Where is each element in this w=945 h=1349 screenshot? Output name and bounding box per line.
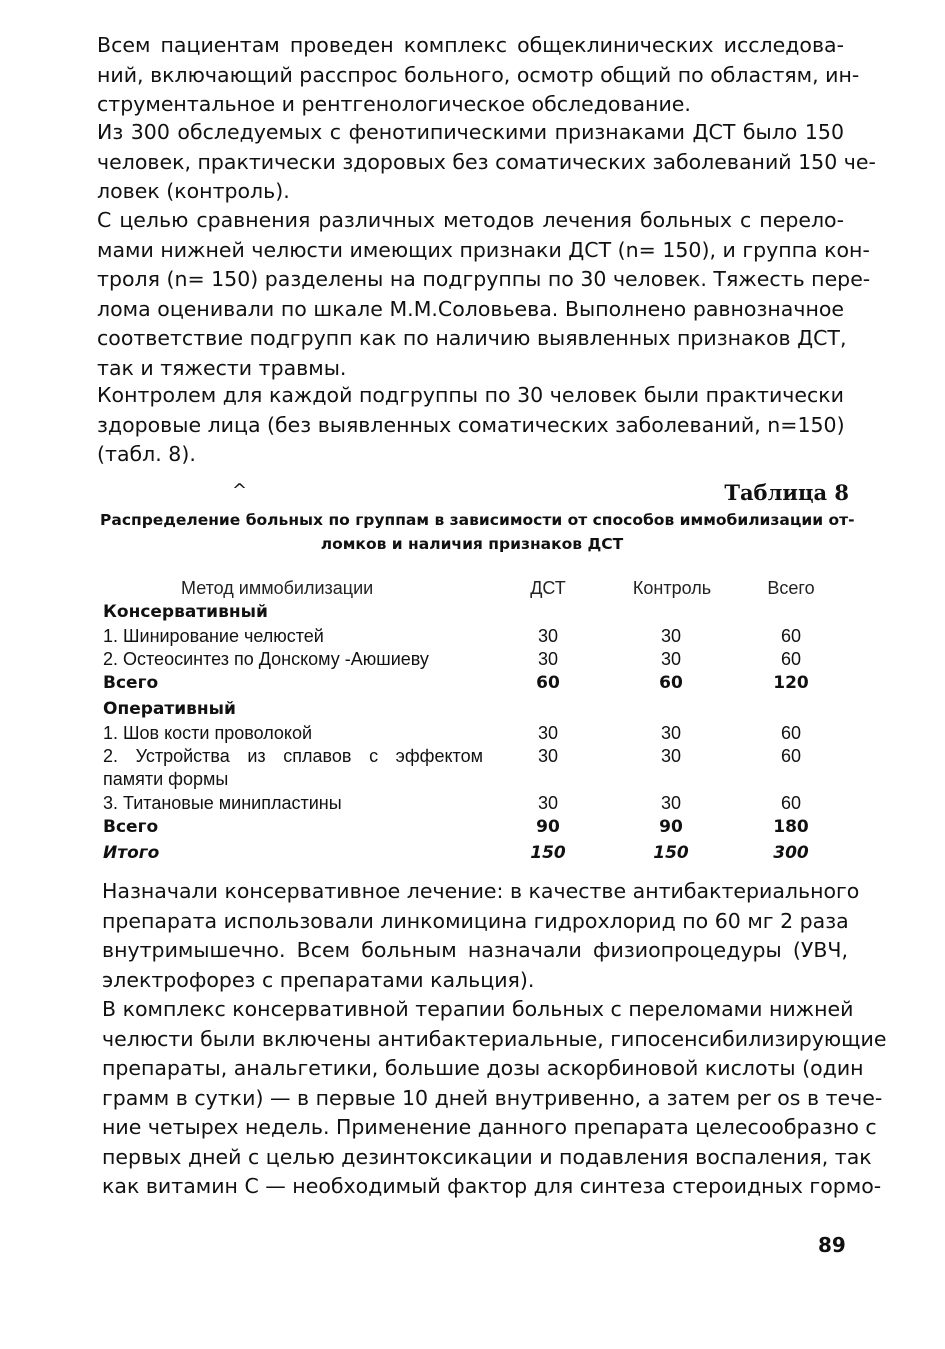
table-cell-total: 60 <box>780 793 802 813</box>
paragraph-5 <box>102 877 860 995</box>
table-method-label: 2. Устройства из сплавов с эффектом <box>103 746 483 766</box>
table-cell-dst: 60 <box>536 673 560 693</box>
paragraph-line: соответствие подгрупп как по наличию выявленных признаков ДСТ, <box>97 326 847 350</box>
table-cell-control: 30 <box>660 626 682 646</box>
table-cell-dst: 30 <box>537 626 559 646</box>
table-cell-control: 90 <box>659 817 683 837</box>
paragraph-line: Назначали консервативное лечение: в качестве антибактериального <box>102 879 860 903</box>
paragraph-line: препарата использовали линкомицина гидрохлорид по 60 мг 2 раза <box>102 908 849 933</box>
paragraph-line: ние четырех недель. Применение данного препарата целесообразно с <box>102 1115 877 1139</box>
page-number: 89 <box>818 1233 846 1257</box>
table-method-label: 3. Титановые минипластины <box>103 793 342 813</box>
paragraph-line: мами нижней челюсти имеющих признаки ДСТ (n= 150), и группа кон- <box>97 237 870 262</box>
table-caption-line: ломков и наличия признаков ДСТ <box>320 535 624 553</box>
caret-mark: ^ <box>232 480 248 501</box>
table-cell-dst: 30 <box>537 793 559 813</box>
paragraph-line: струментальное и рентгенологическое обследование. <box>97 92 691 116</box>
table-cell-total: 60 <box>780 626 802 646</box>
table-cell-dst: 150 <box>530 843 566 863</box>
paragraph-line: С целью сравнения различных методов лечения больных с перело- <box>97 208 844 232</box>
table-cell-total: 60 <box>780 723 802 743</box>
paragraph-line: так и тяжести травмы. <box>97 355 347 380</box>
paragraph-line: препараты, анальгетики, большие дозы аскорбиновой кислоты (один <box>102 1056 864 1080</box>
paragraph-line: ловек (контроль). <box>97 179 290 203</box>
table-cell-dst: 30 <box>537 746 559 766</box>
table-section-label: Оперативный <box>103 699 236 719</box>
paragraph-line: внутримышечно. Всем больным назначали физиопроцедуры (УВЧ, <box>102 938 848 962</box>
table-method-label: 2. Остеосинтез по Донскому -Аюшиеву <box>103 649 429 669</box>
table-cell-total: 60 <box>780 746 802 766</box>
paragraph-line: троля (n= 150) разделены на подгруппы по 30 человек. Тяжесть пере- <box>97 267 871 291</box>
table-header-method: Метод иммобилизации <box>181 578 374 598</box>
paragraph-line: Всем пациентам проведен комплекс общеклинических исследова- <box>97 33 844 57</box>
table-cell-dst: 30 <box>537 723 559 743</box>
paragraph-line: электрофорез с препаратами кальция). <box>102 967 535 992</box>
paragraph-line: здоровые лица (без выявленных соматических заболеваний, n=150) <box>97 412 845 437</box>
table-cell-control: 30 <box>660 793 682 813</box>
table-total-label: Всего <box>103 673 159 693</box>
table-header-dst: ДСТ <box>530 578 566 598</box>
table-cell-total: 300 <box>773 843 809 863</box>
table-cell-control: 30 <box>660 746 682 766</box>
table-total-label: Всего <box>103 817 159 837</box>
paragraph-line: челюсти были включены антибактериальные, гипосенсибилизирующие <box>102 1026 887 1051</box>
paragraph-line: Из 300 обследуемых с фенотипическими признаками ДСТ было 150 <box>97 120 844 144</box>
table-cell-control: 30 <box>660 649 682 669</box>
table-header-total: Всего <box>767 578 815 598</box>
paragraph-line: В комплекс консервативной терапии больных с переломами нижней <box>102 997 854 1021</box>
table-method-label: 1. Шов кости проволокой <box>103 723 313 743</box>
paragraph-6 <box>102 995 887 1202</box>
table-method-label: памяти формы <box>103 769 229 789</box>
paragraph-line: Контролем для каждой подгруппы по 30 человек были практически <box>97 383 844 407</box>
paragraph-line: (табл. 8). <box>97 442 196 466</box>
table-caption-line: Распределение больных по группам в зависимости от способов иммобилизации от- <box>100 511 855 529</box>
paragraph-line: первых дней с целью дезинтоксикации и подавления воспаления, так <box>102 1144 872 1169</box>
table-method-label: 1. Шинирование челюстей <box>103 626 324 646</box>
table-cell-control: 30 <box>660 723 682 743</box>
table-cell-dst: 30 <box>537 649 559 669</box>
table-cell-control: 150 <box>653 843 689 863</box>
table-cell-total: 120 <box>773 673 809 693</box>
table-header-control: Контроль <box>632 578 712 598</box>
table-cell-control: 60 <box>659 673 683 693</box>
paragraph-line: лома оценивали по шкале М.М.Соловьева. Выполнено равнозначное <box>97 296 844 321</box>
table-section-label: Консервативный <box>103 602 268 622</box>
paragraph-line: человек, практически здоровых без соматических заболеваний 150 че- <box>97 149 876 174</box>
table-cell-total: 60 <box>780 649 802 669</box>
table-number: Таблица 8 <box>724 480 849 505</box>
table-cell-dst: 90 <box>536 817 560 837</box>
table-cell-total: 180 <box>773 817 809 837</box>
table-grand-total-label: Итого <box>103 843 160 863</box>
paragraph-line: как витамин С — необходимый фактор для синтеза стероидных гормо- <box>102 1174 882 1198</box>
paragraph-line: грамм в сутки) — в первые 10 дней внутривенно, а затем per os в тече- <box>102 1085 883 1110</box>
paragraph-line: ний, включающий расспрос больного, осмотр общий по областям, ин- <box>97 62 860 87</box>
